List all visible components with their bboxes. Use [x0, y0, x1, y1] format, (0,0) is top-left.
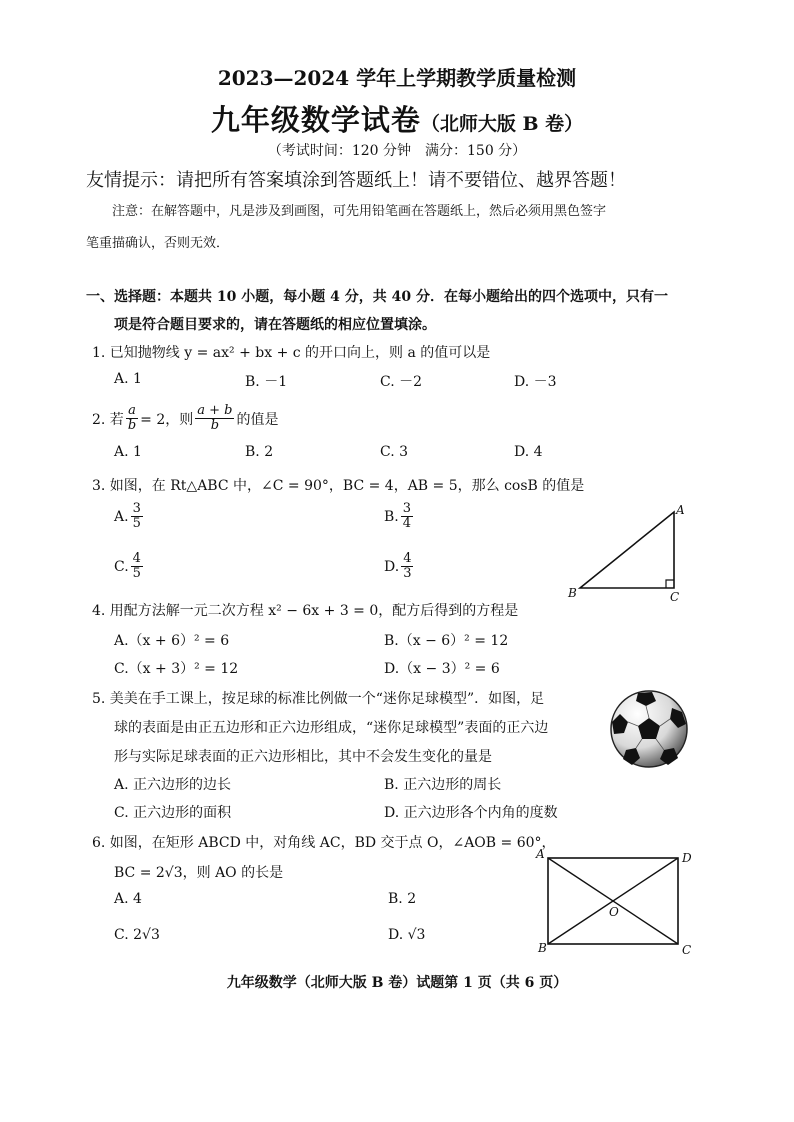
q2-option-c: C. 3 — [380, 444, 409, 460]
exam-title-line: 2023—2024 学年上学期教学质量检测 — [217, 66, 577, 90]
q2-option-b: B. 2 — [245, 444, 274, 460]
q6-option-c: C. 2√3 — [114, 927, 160, 943]
q2-frac1-num: a — [128, 403, 136, 418]
exam-title — [0, 98, 794, 139]
label-c: C — [670, 590, 680, 604]
q3-c-num: 4 — [132, 551, 141, 566]
q1-option-a: A. 1 — [114, 371, 142, 387]
q2-frac2-num: a + b — [197, 403, 233, 418]
label-a: A — [536, 847, 545, 861]
q3-option-b — [384, 502, 415, 531]
label-b: B — [538, 941, 547, 955]
q2-mid: = 2，则 — [140, 411, 194, 428]
q3-option-b-fraction — [401, 502, 413, 531]
question-6-stem-line-1: 6. 如图，在矩形 ABCD 中，对角线 AC，BD 交于点 O，∠AOB = 60°， — [92, 835, 556, 851]
q2-prefix: 2. 若 — [92, 411, 124, 428]
q3-option-d — [384, 552, 415, 581]
q2-option-a: A. 1 — [114, 444, 142, 460]
q5-option-b: B. 正六边形的周长 — [384, 777, 502, 793]
q6-option-d: D. √3 — [388, 927, 426, 943]
q4-option-d: D.（x − 3）² = 6 — [384, 661, 500, 677]
q3-triangle-figure — [560, 500, 690, 605]
question-5-stem-line-3: 形与实际足球表面的正六边形相比，其中不会发生变化的量是 — [114, 749, 492, 765]
q3-a-num: 3 — [132, 501, 141, 516]
q2-option-d: D. 4 — [514, 444, 543, 460]
q3-option-c-fraction — [131, 552, 143, 581]
q4-option-b: B.（x − 6）² = 12 — [384, 633, 509, 649]
q2-suffix: 的值是 — [236, 411, 279, 428]
note-line-1: 注意：在解答题中，凡是涉及到画图，可先用铅笔画在答题纸上，然后必须用黑色签字 — [112, 204, 607, 219]
q1-option-b: B. －1 — [245, 374, 288, 390]
q3-option-a-fraction — [131, 502, 143, 531]
q4-option-a: A.（x + 6）² = 6 — [114, 633, 230, 649]
right-angle-mark — [666, 580, 674, 588]
page-footer: 九年级数学（北师大版 B 卷）试题第 1 页（共 6 页） — [226, 975, 568, 991]
q2-fraction-a-over-b — [126, 404, 138, 433]
question-5-stem-line-1: 5. 美美在手工课上，按足球的标准比例做一个“迷你足球模型”．如图，足 — [92, 691, 545, 707]
q6-rectangle-figure — [532, 848, 702, 960]
label-a: A — [676, 503, 685, 517]
question-1-stem: 1. 已知抛物线 y = ax² + bx + c 的开口向上，则 a 的值可以是 — [92, 345, 491, 361]
section-title-line-1: 一、选择题：本题共 10 小题，每小题 4 分，共 40 分．在每小题给出的四个选项中，只有一 — [86, 289, 668, 305]
question-5-stem-line-2: 球的表面是由正五边形和正六边形组成，“迷你足球模型”表面的正六边 — [114, 720, 549, 736]
q4-option-c: C.（x + 3）² = 12 — [114, 661, 239, 677]
label-c: C — [682, 943, 692, 957]
label-b: B — [568, 586, 577, 600]
q3-d-den: 3 — [403, 566, 412, 581]
triangle-abc — [580, 512, 674, 588]
q3-option-c — [114, 552, 145, 581]
friendly-tip: 友情提示：请把所有答案填涂到答题纸上！请不要错位、越界答题！ — [86, 170, 626, 191]
section-title-line-2: 项是符合题目要求的，请在答题纸的相应位置填涂。 — [114, 317, 436, 333]
q3-a-den: 5 — [132, 516, 141, 531]
q3-c-den: 5 — [132, 566, 141, 581]
question-2-stem — [92, 404, 278, 433]
q2-frac2-den: b — [210, 418, 220, 433]
label-o: O — [609, 905, 619, 919]
question-6-stem-line-2: BC = 2√3，则 AO 的长是 — [114, 865, 284, 881]
q3-option-b-letter: B. — [384, 508, 399, 525]
exam-title-main: 九年级数学试卷 — [210, 103, 421, 137]
q6-option-b: B. 2 — [388, 891, 417, 907]
q3-option-d-fraction — [401, 552, 413, 581]
label-d: D — [682, 851, 692, 865]
question-3-stem: 3. 如图，在 Rt△ABC 中，∠C = 90°，BC = 4，AB = 5，那么 cosB 的值是 — [92, 478, 585, 494]
q3-option-a — [114, 502, 145, 531]
q3-option-a-letter: A. — [114, 508, 129, 525]
q3-option-d-letter: D. — [384, 558, 400, 575]
note-line-2: 笔重描确认，否则无效． — [86, 236, 230, 251]
soccer-ball-figure — [608, 688, 690, 770]
exam-title-sub: （北师大版 B 卷） — [420, 113, 584, 135]
q3-d-num: 4 — [403, 551, 412, 566]
question-4-stem: 4. 用配方法解一元二次方程 x² − 6x + 3 = 0，配方后得到的方程是 — [92, 603, 519, 619]
q2-fraction-apb-over-b — [195, 404, 234, 433]
q6-option-a: A. 4 — [114, 891, 142, 907]
q3-b-num: 3 — [402, 501, 412, 516]
q3-option-c-letter: C. — [114, 558, 129, 575]
q3-b-den: 4 — [402, 516, 412, 531]
q5-option-c: C. 正六边形的面积 — [114, 805, 232, 821]
q1-option-d: D. －3 — [514, 374, 557, 390]
q2-frac1-den: b — [127, 418, 137, 433]
exam-info: （考试时间：120 分钟 满分：150 分） — [267, 143, 527, 159]
q1-option-c: C. －2 — [380, 374, 423, 390]
q5-option-d: D. 正六边形各个内角的度数 — [384, 805, 558, 821]
q5-option-a: A. 正六边形的边长 — [114, 777, 232, 793]
